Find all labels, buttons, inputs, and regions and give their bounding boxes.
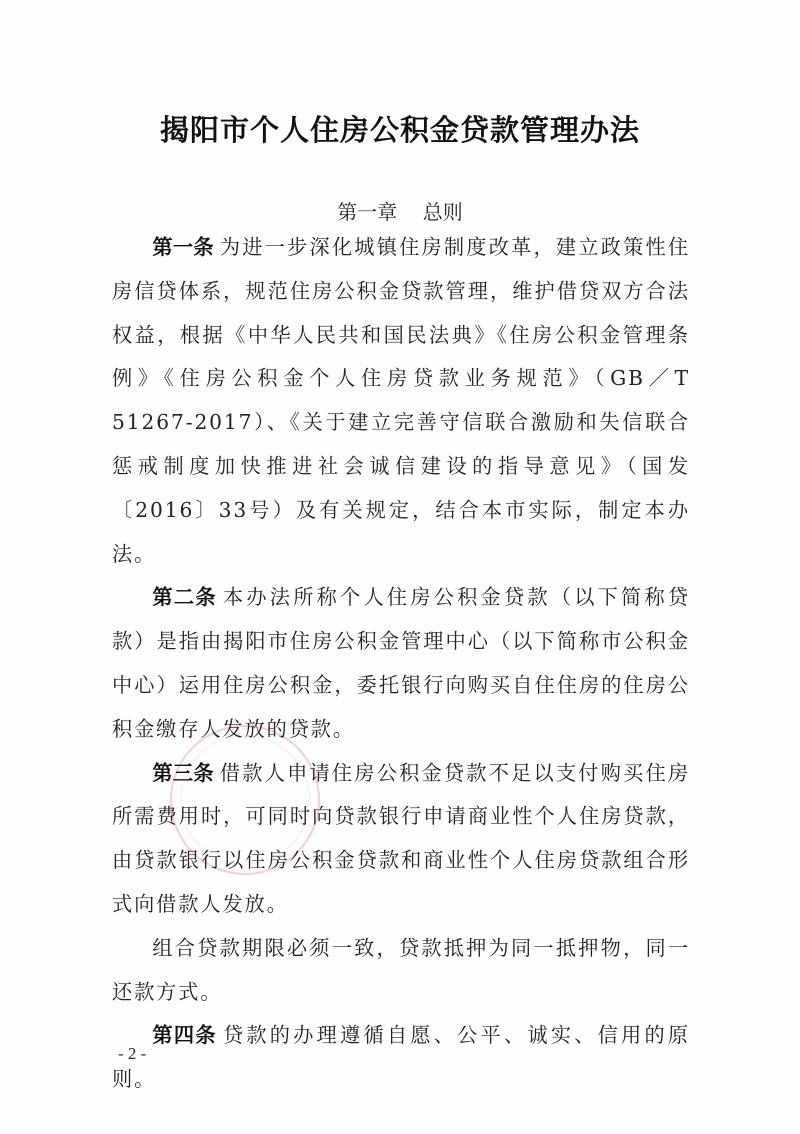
article-text: 贷款的办理遵循自愿、公平、诚实、信用的原则。 (112, 1023, 690, 1092)
document-title: 揭阳市个人住房公积金贷款管理办法 (159, 113, 640, 147)
document-body (112, 226, 690, 1102)
article-3-continuation (112, 927, 690, 1015)
article-4 (112, 1014, 690, 1102)
article-label: 第一条 (152, 235, 214, 259)
article-text: 为进一步深化城镇住房制度改革，建立政策性住房信贷体系，规范住房公积金贷款管理，维护借贷双方合法权益，根据《中华人民共和国民法典》《住房公积金管理条例》《住房公积金个人住房贷款业务规范》（GB／T 51267-2017）、《关于建立完善守信联合激励和失信联合惩戒制度加快推进社会诚信建设的指导意见》（国发〔2016〕33号）及有关规定，结合本市实际，制定本办法。 (112, 235, 690, 566)
article-label: 第二条 (152, 585, 217, 610)
article-text: 组合贷款期限必须一致，贷款抵押为同一抵押物，同一还款方式。 (112, 935, 690, 1004)
article-label: 第四条 (152, 1023, 217, 1048)
chapter-heading: 第一章 总则 (337, 200, 463, 224)
article-label: 第三条 (152, 760, 214, 785)
article-text: 借款人申请住房公积金贷款不足以支付购买住房所需费用时，可同时向贷款银行申请商业性个人住房贷款，由贷款银行以住房公积金贷款和商业性个人住房贷款组合形式向借款人发放。 (112, 760, 690, 916)
page-number: - 2 - (118, 1044, 147, 1063)
article-3 (112, 752, 690, 927)
article-2 (112, 576, 690, 751)
article-text: 本办法所称个人住房公积金贷款（以下简称贷款）是指由揭阳市住房公积金管理中心（以下简称市公积金中心）运用住房公积金，委托银行向购买自住住房的住房公积金缴存人发放的贷款。 (112, 585, 690, 741)
article-1 (112, 226, 690, 576)
